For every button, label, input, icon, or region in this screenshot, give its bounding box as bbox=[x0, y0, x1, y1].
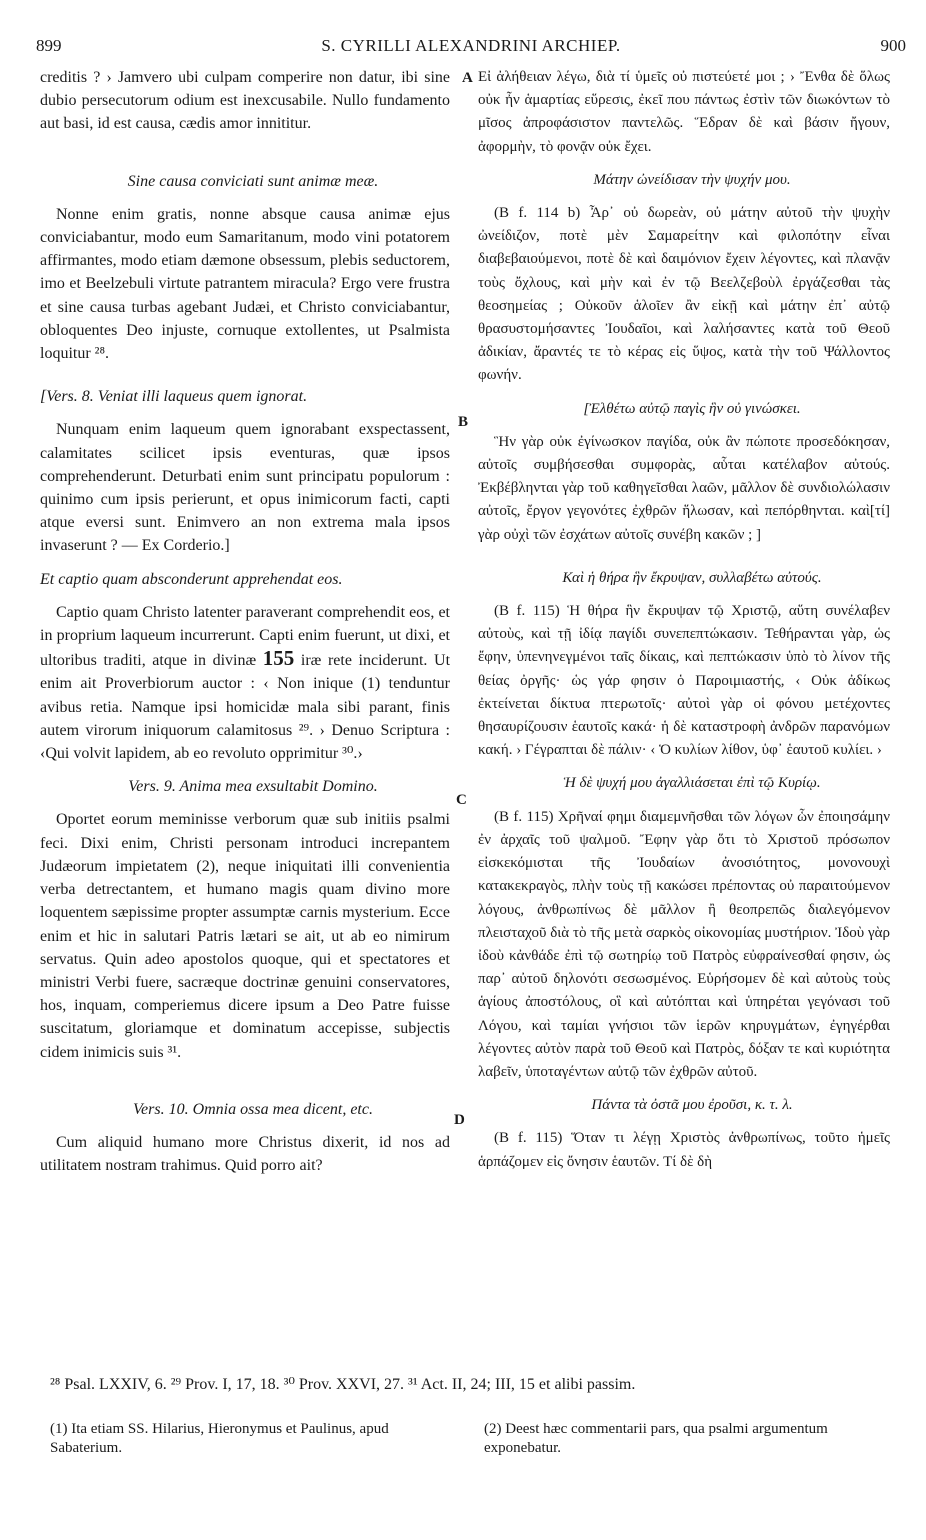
latin-heading: [Vers. 8. Veniat illi laqueus quem ignorat. bbox=[40, 388, 308, 406]
greek-heading: Καὶ ἡ θήρα ἣν ἔκρυψαν, συλλαβέτω αὐτούς. bbox=[562, 569, 822, 586]
latin-paragraph: Nunquam enim laqueum quem ignorabant exspectassent, calamitates scilicet ipsis eventuras, quæ ipsos comprehenderunt. Deturbati enim sunt principatu populorum : quinimo cum ipsis perierunt, et opus inimicorum facti, capti atque eversi sunt. Enimvero an non extrema mala ipsos invaserunt ? — Ex Corderio.] bbox=[40, 421, 450, 555]
page-marker-number: 155 bbox=[262, 646, 295, 671]
greek-heading: Ἡ δὲ ψυχή μου ἀγαλλιάσεται ἐπὶ τῷ Κυρίῳ. bbox=[563, 775, 821, 792]
latin-paragraph: Oportet eorum meminisse verborum quæ sub initiis psalmi feci. Dixi enim, Christi personam introduci increpantem Judæorum impietatem (2), neque iniquitati illi convenientia verba detrectantem, et humano magis quam divino more loquentem sæpissime propter assumptæ carnis mysterium. Ecce enim et hic in salutari Patris lætari se ait, ut ab eo nimirum servatus. Quin adeo apostolos quoque, qui et spectatores et ministri Verbi fuere, sacræque doctrinæ genuini conservatores, hos, inquam, comperiemus dicere ipsum a Deo Patre fuisse suscitatum, gloriamque et dominatum accepisse, subjectis cidem inimicis suis ³¹. bbox=[40, 811, 450, 1061]
latin-paragraph: Nonne enim gratis, nonne absque causa animæ ejus conviciabantur, modo eum Samaritanum, modo vini potatorem affirmantes, modo etiam dæmone obsessum, plebis seductorem, imo et Beelzebuli virtute patrantem miracula? Ergo vere frustra et sine causa turbas agebant Judæi, et Christo conviciabantur, obloquentes Deo injuste, cornuque extollentes, ut Psalmista loquitur ²⁸. bbox=[40, 205, 450, 363]
latin-paragraph: creditis ? › Jamvero ubi culpam comperire non datur, ibi sine dubio persecutorum odium est inexcusabile. Nullo fundamento aut basi, id est causa, cædis amor innititur. bbox=[40, 69, 450, 133]
latin-paragraph: Cum aliquid humano more Christus dixerit, id nos ad utilitatem nostram trahimus. Quid porro ait? bbox=[40, 1133, 450, 1175]
margin-marker-a: A bbox=[462, 70, 473, 86]
greek-heading: Πάντα τὰ ὀστᾶ μου ἐροῦσι, κ. τ. λ. bbox=[591, 1097, 793, 1114]
greek-heading: [Ἐλθέτω αὐτῷ παγὶς ἣν οὐ γινώσκει. bbox=[583, 400, 801, 417]
greek-column bbox=[478, 66, 890, 1174]
greek-heading: Μάτην ὠνείδισαν τὴν ψυχήν μου. bbox=[593, 171, 791, 188]
greek-paragraph: (B f. 115) Χρῆναί φημι διαμεμνῆσθαι τῶν λόγων ὧν ἐποιησάμην ἐν ἀρχαῖς τοῦ ψαλμοῦ. Ἔφην γὰρ ὅτι τὸ Χριστοῦ πρόσωπον εἰσκεκόμισται τῆς Ἰουδαίων ἀνοσιότητος, μονονουχὶ κατακεκραγὸς, πλὴν τοὺς τῇ κακώσει πρέποντας οὐ παραιτούμενον λόγους, ἀνθρωπίνως δὲ μᾶλλον ἢ θεοπρεπῶς διαλεγόμενον πλεισταχοῦ διὰ τὸ τῆς μετὰ σαρκὸς οἰκονομίας μυστήριον. Ἰδοὺ γὰρ ἰδοὺ κἀνθάδε ἐπὶ τῷ σωτηρίῳ τοῦ Πατρὸς εὐφραίνεσθαί φησιν, ὡς παρ᾽ αὐτοῦ δηλονότι σεσωσμένος. Εὑρήσομεν δὲ καὶ αὐτοὺς τοὺς ἁγίους ἀποστόλους, οἳ καὶ αὐτόπται καὶ ὑπηρέται γεγόνασι τοῦ Λόγου, καὶ ταμίαι γνήσιοι τῶν ἱερῶν κηρυγμάτων, ἐγηγέρθαι λέγοντες αὐτὸν παρὰ τοῦ Θεοῦ καὶ Πατρὸς, δόξαν τε καὶ κυριότητα λαβεῖν, ὑποταγέντων αὐτῷ τῶν ἐχθρῶν αὐτοῦ. bbox=[478, 808, 890, 1080]
latin-column bbox=[40, 66, 450, 1177]
page-number-left: 899 bbox=[36, 36, 62, 55]
latin-heading: Vers. 9. Anima mea exsultabit Domino. bbox=[128, 778, 378, 796]
latin-paragraph bbox=[40, 601, 450, 765]
latin-heading: Et captio quam absconderunt apprehendat eos. bbox=[40, 570, 343, 588]
page-number-right: 900 bbox=[880, 36, 906, 55]
latin-text: iræ rete inciderunt. Ut enim ait Proverbiorum auctor : ‹ Non inique (1) tenduntur avibus retia. Namque ipsi homicidæ mala sibi parant, finis autem virorum iniquorum calamitosus ²⁹. › Denuo Scriptura : ‹Qui volvit lapidem, ab eo revoluto opprimitur ³⁰.› bbox=[40, 652, 451, 763]
greek-paragraph: (B f. 114 b) Ἆρ᾽ οὐ δωρεὰν, οὐ μάτην αὐτοῦ τὴν ψυχὴν ὠνείδιζον, ποτὲ μὲν Σαμαρείτην καὶ φιλοπότην εἶναι διαβεβαιούμενοι, ποτὲ δὲ καὶ δαιμόνιον ἔχειν λέγοντες, καὶ πλανᾷν τοὺς ὄχλους, καὶ μὴν καὶ ἐν τῷ Βεελζεβοὺλ ἐργάζεσθαι τὰς θεοσημείας ; Οὐκοῦν ἁλοῖεν ἂν εἰκῇ καὶ μάτην ἐπ᾽ αὐτῷ θρασυστομήσαντες Ἰουδαῖοι, καὶ λαλήσαντες κατὰ τοῦ Θεοῦ ἀδικίαν, ἄραντές τε τὸ κέρας εἰς ὕψος, κατὰ τὴν τοῦ Ψάλλοντος φωνήν. bbox=[478, 205, 890, 384]
latin-heading: Sine causa conviciati sunt animæ meæ. bbox=[127, 172, 379, 190]
latin-text: Captio quam Christo latenter paraverant comprehendit eos, et in proprium laqueum incurrerunt. Capti enim fuerunt, ut dixi, et ultoribus traditi, atque in divinæ bbox=[40, 603, 450, 670]
margin-marker-c: C bbox=[456, 792, 467, 808]
greek-paragraph: (B f. 115) Ὅταν τι λέγῃ Χριστὸς ἀνθρωπίνως, τοῦτο ἡμεῖς ἁρπάζομεν εἰς ὄνησιν ἑαυτῶν. Τί δὲ δὴ bbox=[478, 1130, 890, 1170]
footnote-right: (2) Deest hæc commentarii pars, qua psalmi argumentum exponebatur. bbox=[484, 1421, 828, 1456]
greek-paragraph: (B f. 115) Ἡ θήρα ἣν ἔκρυψαν τῷ Χριστῷ, αὕτη συνέλαβεν αὐτοὺς, καὶ τῇ ἰδίᾳ παγίδι συνεπεπτώκασιν. Τεθήρανται γὰρ, ὡς ἔφην, ὑπενηνεγμένοι ταῖς δίκαις, καὶ πεπτώκασιν ὑπὸ τὸ λίνον τῆς θείας ὀργῆς· ὡς γάρ φησιν ὁ Παροιμιαστής, ‹ Οὐκ ἀδίκως ἐκτείνεται δίκτυα πτερωτοῖς· αὐτοὶ γὰρ οἱ φόνου μετέχοντες θησαυρίζουσιν ἑαυτοῖς κακά· ἡ δὲ καταστροφὴ ἀνδρῶν παρανόμων κακή. › Γέγραπται δὲ πάλιν· ‹ Ὁ κυλίων λίθον, ὑφ᾽ ἑαυτοῦ κυλίει. › bbox=[478, 603, 890, 759]
margin-marker-b: B bbox=[458, 414, 469, 430]
margin-marker-d: D bbox=[454, 1112, 465, 1128]
greek-paragraph: Εἰ ἀλήθειαν λέγω, διὰ τί ὑμεῖς οὐ πιστεύετέ μοι ; › Ἔνθα δὲ ὅλως οὐκ ἦν ἁμαρτίας εὕρεσις, ἐκεῖ που πάντως ἐστὶν τῶν διωκόντων τὸ μῖσος ἀπροφάσιστον παντελῶς. Ἕδραν δὲ καὶ βάσιν ἤγουν, ἀφορμὴν, τὸ φονᾷν οὐκ ἔχει. bbox=[478, 69, 890, 155]
running-head bbox=[36, 36, 906, 60]
footnote-left: (1) Ita etiam SS. Hilarius, Hieronymus et Paulinus, apud Sabaterium. bbox=[50, 1421, 389, 1456]
latin-heading: Vers. 10. Omnia ossa mea dicent, etc. bbox=[133, 1100, 373, 1118]
scripture-references: ²⁸ Psal. LXXIV, 6. ²⁹ Prov. I, 17, 18. ³⁰ Prov. XXVI, 27. ³¹ Act. II, 24; III, 15 et alibi passim. bbox=[50, 1376, 636, 1393]
greek-paragraph: Ἣν γὰρ οὐκ ἐγίνωσκον παγίδα, οὐκ ἂν πώποτε προσεδόκησαν, αὐτοῖς συμβήσεσθαι συμφορὰς, αὗται κατέλαβον αὐτούς. Ἐκβέβληνται γὰρ τοῦ καθηγεῖσθαι λαῶν, μᾶλλον δὲ συνδιολώλασιν αὐτοῖς, ἔργον γεγονότες ἐχθρῶν ἥλωσαν, καὶ πεπόρθηνται. καὶ[τί] γὰρ οὐχὶ τῶν ἐσχάτων αὐτοῖς συνέβη κακῶν ; ] bbox=[478, 433, 890, 543]
page-title: S. CYRILLI ALEXANDRINI ARCHIEP. bbox=[321, 36, 621, 55]
